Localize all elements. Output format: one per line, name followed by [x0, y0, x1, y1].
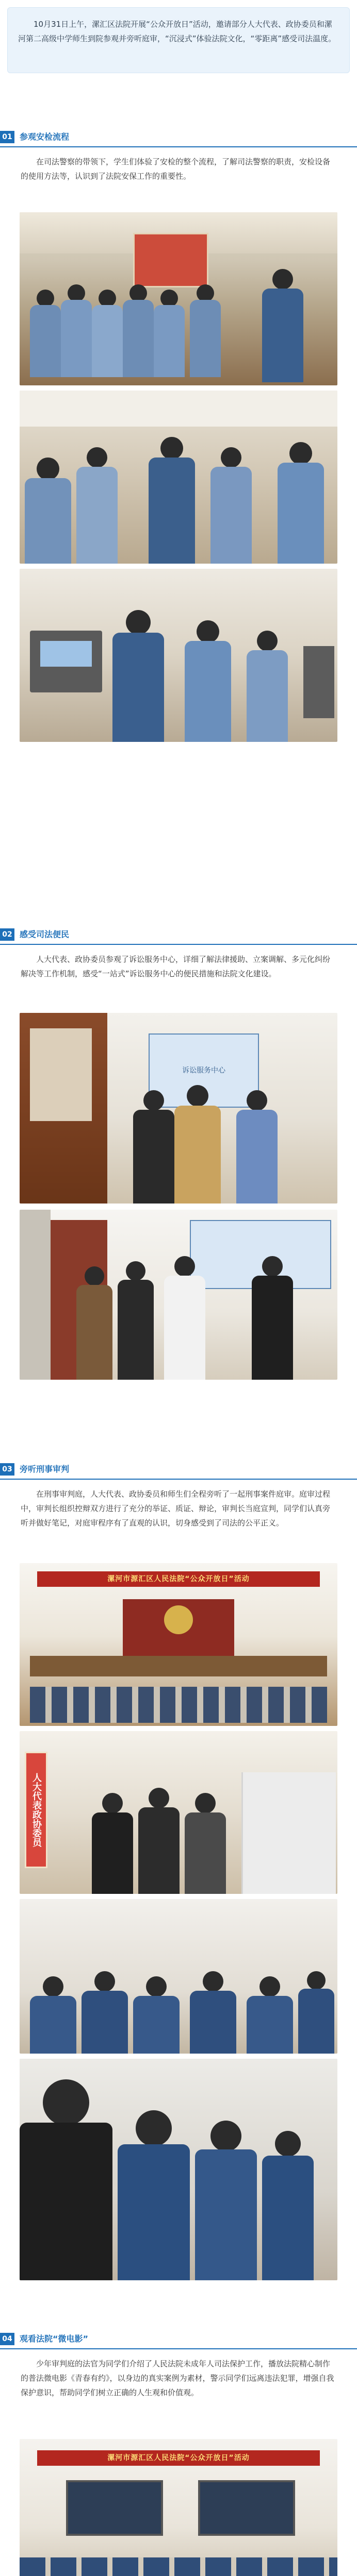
section-header-02 [0, 924, 357, 945]
section-header-04 [0, 2329, 357, 2349]
intro-paragraph: 10月31日上午，漯汇区法院开展“公众开放日”活动，邀请部分人大代表、政协委员和漯河第二高级中学师生到院参观并旁听庭审，“沉浸式”体验法院文化，“零距离”感受司法温度。 [7, 7, 350, 73]
photo-service-explanation [20, 1210, 337, 1380]
section-number: 03 [0, 1463, 14, 1476]
section-divider [0, 1479, 357, 1480]
section-title: 参观安检流程 [20, 132, 70, 142]
photo-service-hall [20, 1013, 337, 1204]
photo-film-screening [20, 2439, 337, 2576]
section-divider [0, 146, 357, 147]
section-title: 感受司法便民 [20, 929, 70, 939]
section-text-02: 人大代表、政协委员参观了诉讼服务中心，详细了解法律援助、立案调解、多元化纠纷解决等工作机制，感受“一站式”诉讼服务中心的便民措施和法院文化建设。 [21, 955, 331, 978]
section-divider [0, 944, 357, 945]
photo-students-seated [20, 1899, 337, 2054]
section-title: 观看法院“微电影” [20, 2334, 89, 2344]
section-text-01: 在司法警察的带领下，学生们体验了安检的整个流程，了解司法警察的职责，安检设备的使用方法等，认识到了法院安保工作的重要性。 [21, 157, 331, 181]
photo-xray-machine [20, 569, 337, 742]
section-divider [0, 2348, 357, 2349]
hall-board: 诉讼服务中心 [149, 1033, 259, 1108]
photo-wand-check [20, 391, 337, 564]
section-number: 01 [0, 131, 14, 143]
court-open-day-banner: 漯河市源汇区人民法院“公众开放日”活动 [37, 1571, 320, 1587]
photo-students-closeup [20, 2059, 337, 2280]
section-number: 04 [0, 2333, 14, 2345]
section-header-01 [0, 127, 357, 147]
section-header-03 [0, 1459, 357, 1480]
photo-courtroom-wide [20, 1563, 337, 1726]
section-text-03: 在刑事审判庭，人大代表、政协委员和师生们全程旁听了一起刑事案件庭审。庭审过程中，审判长组织控辩双方进行了充分的举证、质证、辩论，审判长当庭宣判，同学们认真旁听并做好笔记，对庭审程序有了直观的认识，切身感受到了司法的公平正义。 [21, 1489, 331, 1528]
photo-representatives [20, 1731, 337, 1894]
court-open-day-banner-2: 漯河市源汇区人民法院“公众开放日”活动 [37, 2450, 320, 2466]
section-text-04: 少年审判庭的法官为同学们介绍了人民法院未成年人司法保护工作，播放法院精心制作的普法微电影《青春有约》，以身边的真实案例为素材，警示同学们远离违法犯罪，增强自我保护意识，帮助同学们树立正确的人生观和价值观。 [21, 2359, 334, 2397]
section-number: 02 [0, 928, 14, 941]
photo-security-queue [20, 212, 337, 385]
signboard: 人大代表政协委员 [25, 1752, 47, 1868]
section-title: 旁听刑事审判 [20, 1464, 70, 1474]
